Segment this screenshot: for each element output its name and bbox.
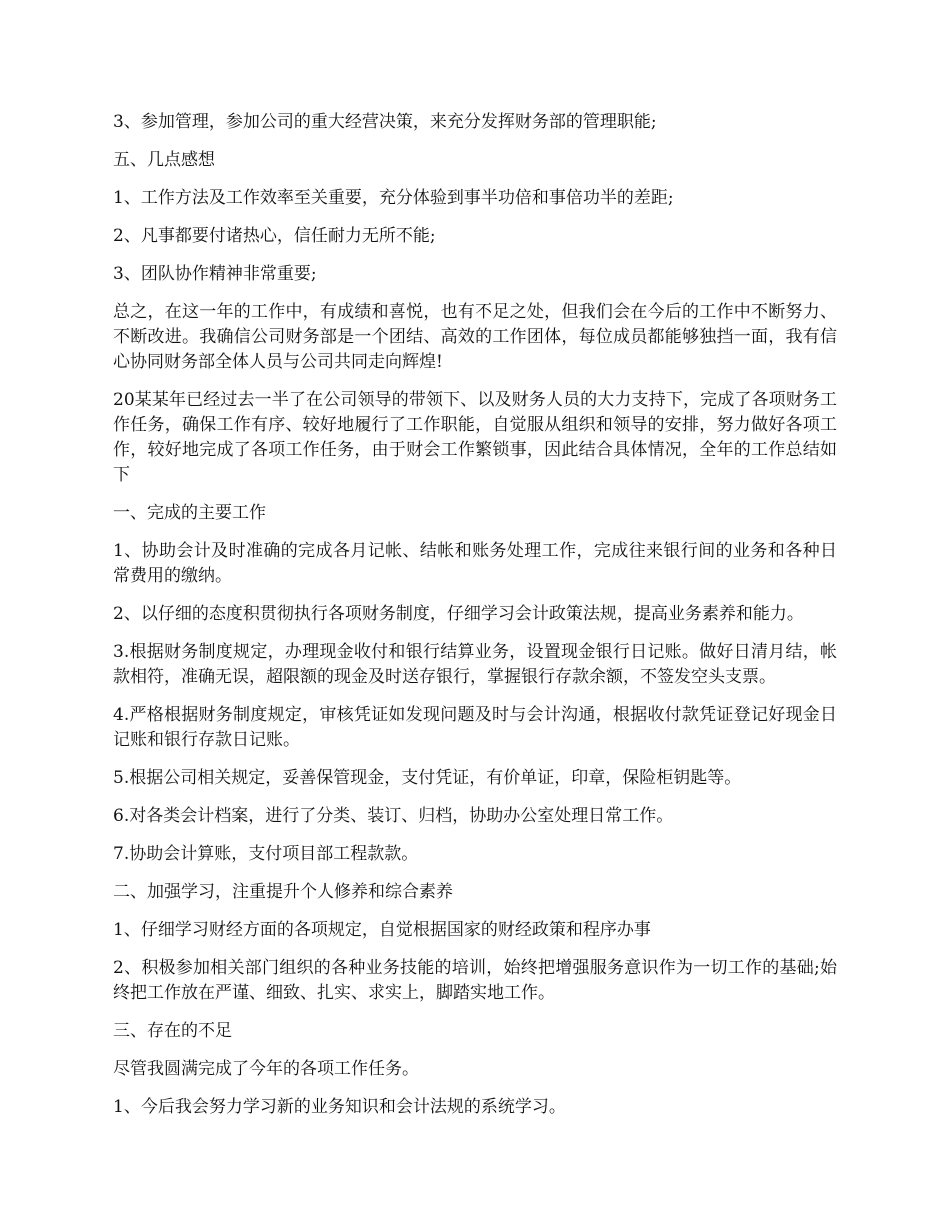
document-body xyxy=(113,110,837,1133)
paragraph: 1、协助会计及时准确的完成各月记帐、结帐和账务处理工作，完成往来银行间的业务和各种日常费用的缴纳。 xyxy=(113,541,837,586)
paragraph: 1、仔细学习财经方面的各项规定，自觉根据国家的财经政策和程序办事 xyxy=(113,920,651,940)
paragraph: 6.对各类会计档案，进行了分类、装订、归档，协助办公室处理日常工作。 xyxy=(113,806,674,826)
section-heading: 五、几点感想 xyxy=(113,150,215,170)
paragraph: 3、参加管理，参加公司的重大经营决策，来充分发挥财务部的管理职能; xyxy=(113,112,657,132)
paragraph: 20某某年已经过去一半了在公司领导的带领下、以及财务人员的大力支持下，完成了各项财务工作任务，确保工作有序、较好地履行了工作职能，自觉服从组织和领导的安排，努力做好各项工作，较好地完成了各项工作任务，由于财会工作繁锁事，因此结合具体情况，全年的工作总结如下 xyxy=(113,390,837,485)
paragraph: 2、以仔细的态度积贯彻执行各项财务制度，仔细学习会计政策法规，提高业务素养和能力。 xyxy=(113,604,804,624)
paragraph: 尽管我圆满完成了今年的各项工作任务。 xyxy=(113,1059,419,1079)
paragraph: 5.根据公司相关规定，妥善保管现金，支付凭证，有价单证，印章，保险柜钥匙等。 xyxy=(113,768,742,788)
paragraph: 4.严格根据财务制度规定，审核凭证如发现问题及时与会计沟通，根据收付款凭证登记好现金日记账和银行存款日记账。 xyxy=(113,705,837,750)
section-heading: 一、完成的主要工作 xyxy=(113,503,266,523)
paragraph: 总之，在这一年的工作中，有成绩和喜悦，也有不足之处，但我们会在今后的工作中不断努力、不断改进。我确信公司财务部是一个团结、高效的工作团体，每位成员都能够独挡一面，我有信心协同财务部全体人员与公司共同走向辉煌! xyxy=(113,302,837,372)
section-heading: 二、加强学习，注重提升个人修养和综合素养 xyxy=(113,882,453,902)
paragraph: 2、凡事都要付诸热心，信任耐力无所不能; xyxy=(113,226,436,246)
paragraph: 2、积极参加相关部门组织的各种业务技能的培训，始终把增强服务意识作为一切工作的基础;始终把工作放在严谨、细致、扎实、求实上，脚踏实地工作。 xyxy=(113,958,837,1003)
paragraph: 3、团队协作精神非常重要; xyxy=(113,264,317,284)
paragraph: 1、今后我会努力学习新的业务知识和会计法规的系统学习。 xyxy=(113,1097,566,1117)
paragraph: 1、工作方法及工作效率至关重要，充分体验到事半功倍和事倍功半的差距; xyxy=(113,188,674,208)
section-heading: 三、存在的不足 xyxy=(113,1021,232,1041)
paragraph: 3.根据财务制度规定，办理现金收付和银行结算业务，设置现金银行日记账。做好日清月结，帐款相符，准确无误，超限额的现金及时送存银行，掌握银行存款余额，不签发空头支票。 xyxy=(113,642,837,687)
paragraph: 7.协助会计算账，支付项目部工程款款。 xyxy=(113,844,419,864)
